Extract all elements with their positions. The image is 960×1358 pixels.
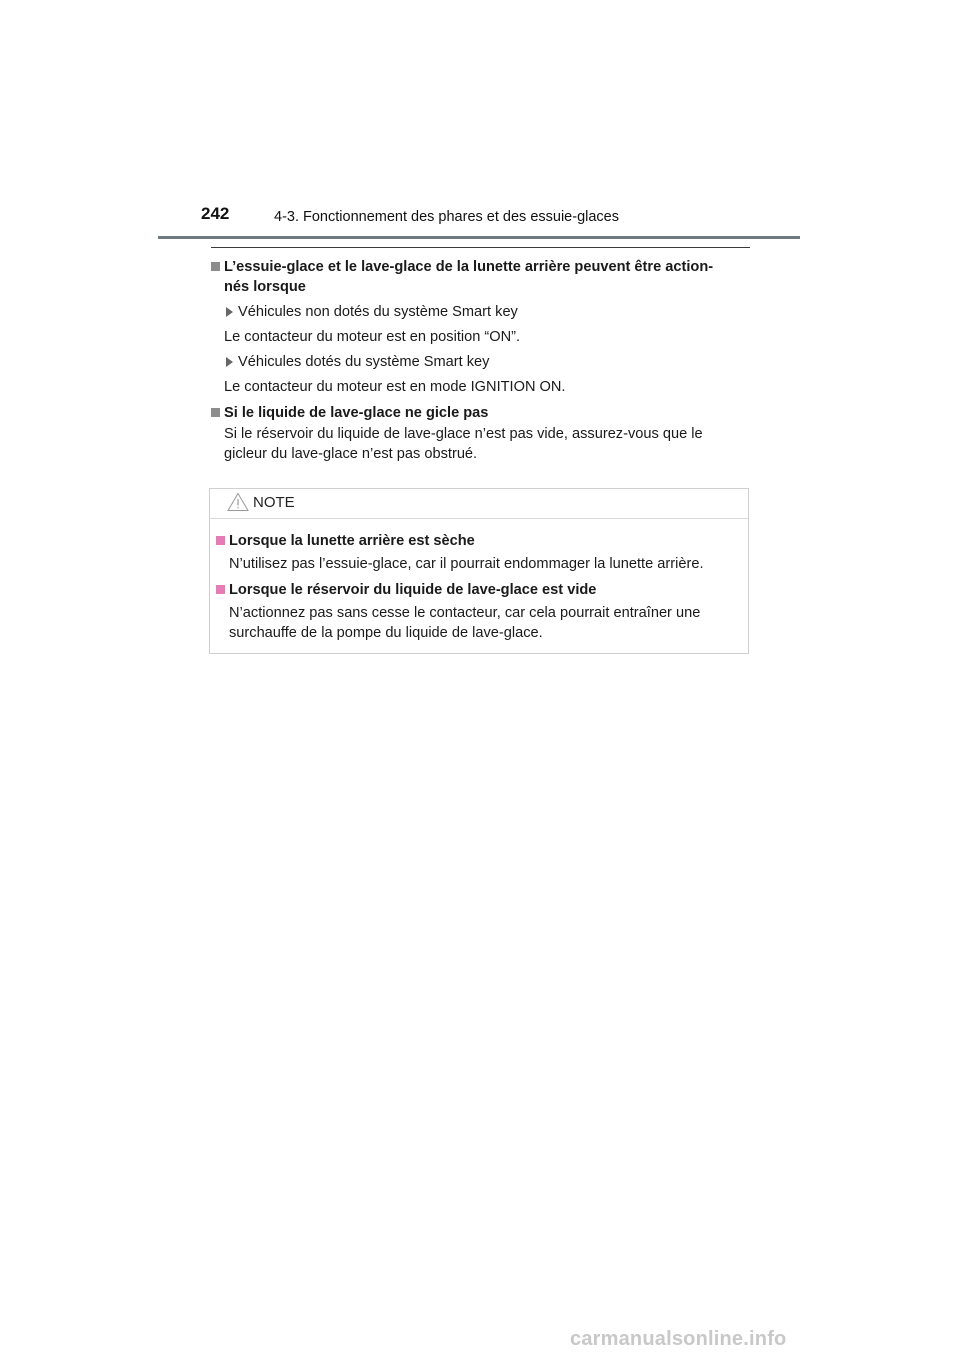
- note-text-line2: surchauffe de la pompe du liquide de lave-glace.: [229, 625, 543, 641]
- sub-item-no-smart-key: [210, 302, 752, 322]
- arrow-right-icon: [226, 307, 233, 317]
- watermark: carmanualsonline.info: [570, 1328, 787, 1350]
- section-title: [210, 257, 752, 297]
- body-text: Le contacteur du moteur est en position “ON”.: [224, 329, 521, 345]
- section-washer-fluid: [210, 403, 752, 464]
- body-text-line2: gicleur du lave-glace n’est pas obstrué.: [224, 446, 478, 462]
- square-bullet-icon: [216, 536, 225, 545]
- note-section-title: [214, 580, 740, 600]
- sub-item-label: Véhicules non dotés du système Smart key: [238, 304, 518, 320]
- sub-item-label: Véhicules dotés du système Smart key: [238, 354, 490, 370]
- sub-item-smart-key: [210, 352, 752, 372]
- note-text: N’utilisez pas l’essuie-glace, car il pourrait endommager la lunette arrière.: [229, 556, 704, 572]
- body-text-line1: Si le réservoir du liquide de lave-glace n’est pas vide, assurez-vous que le: [224, 426, 703, 442]
- square-bullet-icon: [211, 262, 220, 271]
- note-section-title-text: Lorsque le réservoir du liquide de lave-glace est vide: [229, 582, 597, 598]
- warning-triangle-icon: [227, 492, 249, 512]
- section-title-line2: nés lorsque: [224, 279, 306, 295]
- body-text: Le contacteur du moteur est en mode IGNITION ON.: [224, 379, 566, 395]
- page-number: 242: [201, 204, 230, 223]
- note-text: [214, 603, 740, 643]
- arrow-right-icon: [226, 357, 233, 367]
- square-bullet-icon: [211, 408, 220, 417]
- section-divider: [211, 247, 750, 248]
- note-text-line1: N’actionnez pas sans cesse le contacteur, car cela pourrait entraîner une: [229, 605, 701, 621]
- note-header: [210, 489, 748, 519]
- section-rear-wiper-conditions: [210, 257, 752, 397]
- square-bullet-icon: [216, 585, 225, 594]
- section-title-line1: L’essuie-glace et le lave-glace de la lunette arrière peuvent être action-: [224, 259, 714, 275]
- body-text: [210, 424, 752, 464]
- chapter-title: 4-3. Fonctionnement des phares et des essuie-glaces: [274, 209, 619, 225]
- note-section-title: [214, 531, 740, 551]
- note-section-title-text: Lorsque la lunette arrière est sèche: [229, 533, 475, 549]
- main-content: [210, 257, 752, 464]
- section-title-text: Si le liquide de lave-glace ne gicle pas: [224, 405, 489, 421]
- note-box: [209, 488, 749, 654]
- note-body: [214, 531, 740, 643]
- page-header: [158, 204, 800, 239]
- section-title: [210, 403, 752, 423]
- note-label: NOTE: [253, 494, 295, 511]
